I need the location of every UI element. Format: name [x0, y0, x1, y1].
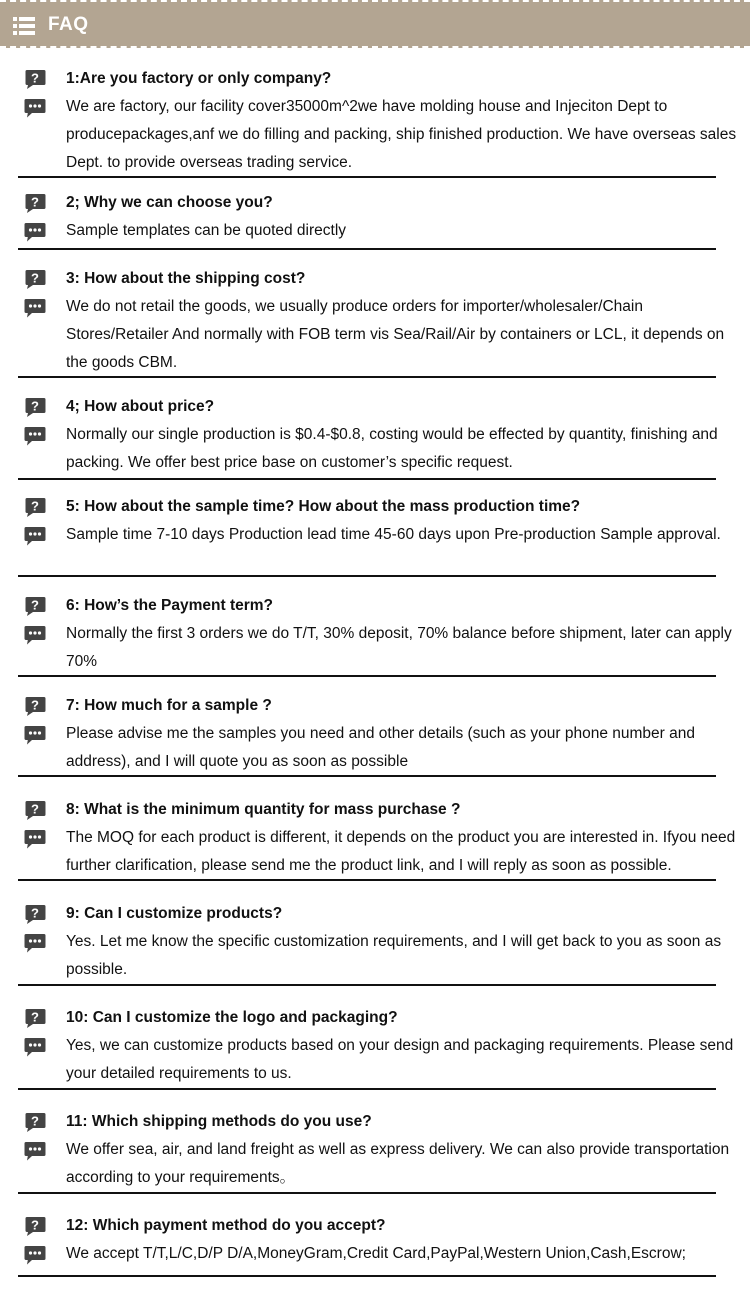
svg-text:?: ? — [31, 801, 39, 817]
answer-icon — [24, 222, 46, 242]
question-text: 2; Why we can choose you? — [66, 194, 273, 211]
answer-text: Normally our single production is $0.4-$0.8, costing would be effected by quantity, finishing and packing. We offer best price base on customer’s specific request. — [66, 426, 718, 471]
question-icon — [24, 1112, 46, 1132]
answer-text: We are factory, our facility cover35000m^2we have molding house and Injeciton Dept to producepackages,anf we do filling and packing, ship finished production. We have overseas sales Dept. to provide overseas trading service. — [66, 98, 737, 171]
divider — [18, 575, 716, 577]
answer-icon — [24, 1037, 46, 1057]
svg-text:?: ? — [31, 1113, 39, 1129]
svg-text:?: ? — [31, 398, 39, 414]
svg-text:?: ? — [31, 194, 39, 210]
question-icon — [24, 596, 46, 616]
divider — [18, 1275, 716, 1277]
answer-icon — [24, 426, 46, 446]
answer-icon — [24, 98, 46, 118]
question-icon — [24, 1008, 46, 1028]
answer-text: Normally the first 3 orders we do T/T, 30% deposit, 70% balance before shipment, later can apply 70% — [66, 625, 732, 670]
divider — [18, 1192, 716, 1194]
question-icon — [24, 69, 46, 89]
answer-icon — [24, 526, 46, 546]
answer-text: Please advise me the samples you need and other details (such as your phone number and address), and I will quote you as soon as possible — [66, 725, 695, 770]
question-text: 7: How much for a sample ? — [66, 697, 272, 714]
question-text: 12: Which payment method do you accept? — [66, 1217, 386, 1234]
question-text: 4; How about price? — [66, 398, 215, 415]
question-text: 10: Can I customize the logo and packaging? — [66, 1009, 398, 1026]
answer-icon — [24, 625, 46, 645]
answer-icon — [24, 298, 46, 318]
divider — [18, 248, 716, 250]
divider — [18, 478, 716, 480]
list-icon — [13, 17, 35, 35]
svg-text:?: ? — [31, 1217, 39, 1233]
svg-text:?: ? — [31, 270, 39, 286]
divider — [18, 879, 716, 881]
question-text: 6: How’s the Payment term? — [66, 597, 274, 614]
divider — [18, 775, 716, 777]
question-icon — [24, 397, 46, 417]
question-icon — [24, 497, 46, 517]
divider — [18, 675, 716, 677]
page-title: FAQ — [48, 14, 89, 35]
question-text: 3: How about the shipping cost? — [66, 270, 306, 287]
answer-text: We do not retail the goods, we usually produce orders for importer/wholesaler/Chain Stores/Retailer And normally with FOB term vis Sea/Rail/Air by containers or LCL, it depends on the goods CBM. — [66, 298, 725, 371]
answer-text: We offer sea, air, and land freight as well as express delivery. We can also provide transportation according to your requirements。 — [66, 1141, 730, 1186]
answer-text: Sample time 7-10 days Production lead time 45-60 days upon Pre-production Sample approval. — [66, 526, 721, 543]
svg-text:?: ? — [31, 498, 39, 514]
question-icon — [24, 269, 46, 289]
question-text: 11: Which shipping methods do you use? — [66, 1113, 372, 1130]
divider — [18, 984, 716, 986]
answer-icon — [24, 829, 46, 849]
svg-text:?: ? — [31, 905, 39, 921]
divider — [18, 376, 716, 378]
question-text: 1:Are you factory or only company? — [66, 70, 332, 87]
answer-icon — [24, 1141, 46, 1161]
question-icon — [24, 904, 46, 924]
svg-text:?: ? — [31, 1009, 39, 1025]
answer-icon — [24, 1245, 46, 1265]
divider — [18, 176, 716, 178]
answer-icon — [24, 725, 46, 745]
svg-text:?: ? — [31, 597, 39, 613]
answer-text: We accept T/T,L/C,D/P D/A,MoneyGram,Credit Card,PayPal,Western Union,Cash,Escrow; — [66, 1245, 686, 1262]
answer-text: The MOQ for each product is different, it depends on the product you are interested in. Ifyou need further clarification, please send me the product link, and I will reply as soon as possible. — [66, 829, 736, 874]
svg-text:?: ? — [31, 70, 39, 86]
question-icon — [24, 193, 46, 213]
svg-text:?: ? — [31, 697, 39, 713]
question-text: 8: What is the minimum quantity for mass purchase ? — [66, 801, 461, 818]
answer-icon — [24, 933, 46, 953]
question-text: 9: Can I customize products? — [66, 905, 283, 922]
divider — [18, 1088, 716, 1090]
question-icon — [24, 696, 46, 716]
answer-text: Yes, we can customize products based on your design and packaging requirements. Please send your detailed requirements to us. — [66, 1037, 734, 1082]
answer-text: Sample templates can be quoted directly — [66, 222, 347, 239]
answer-text: Yes. Let me know the specific customization requirements, and I will get back to you as soon as possible. — [66, 933, 722, 978]
question-icon — [24, 800, 46, 820]
question-icon — [24, 1216, 46, 1236]
question-text: 5: How about the sample time? How about the mass production time? — [66, 498, 581, 515]
faq-header — [0, 0, 750, 48]
